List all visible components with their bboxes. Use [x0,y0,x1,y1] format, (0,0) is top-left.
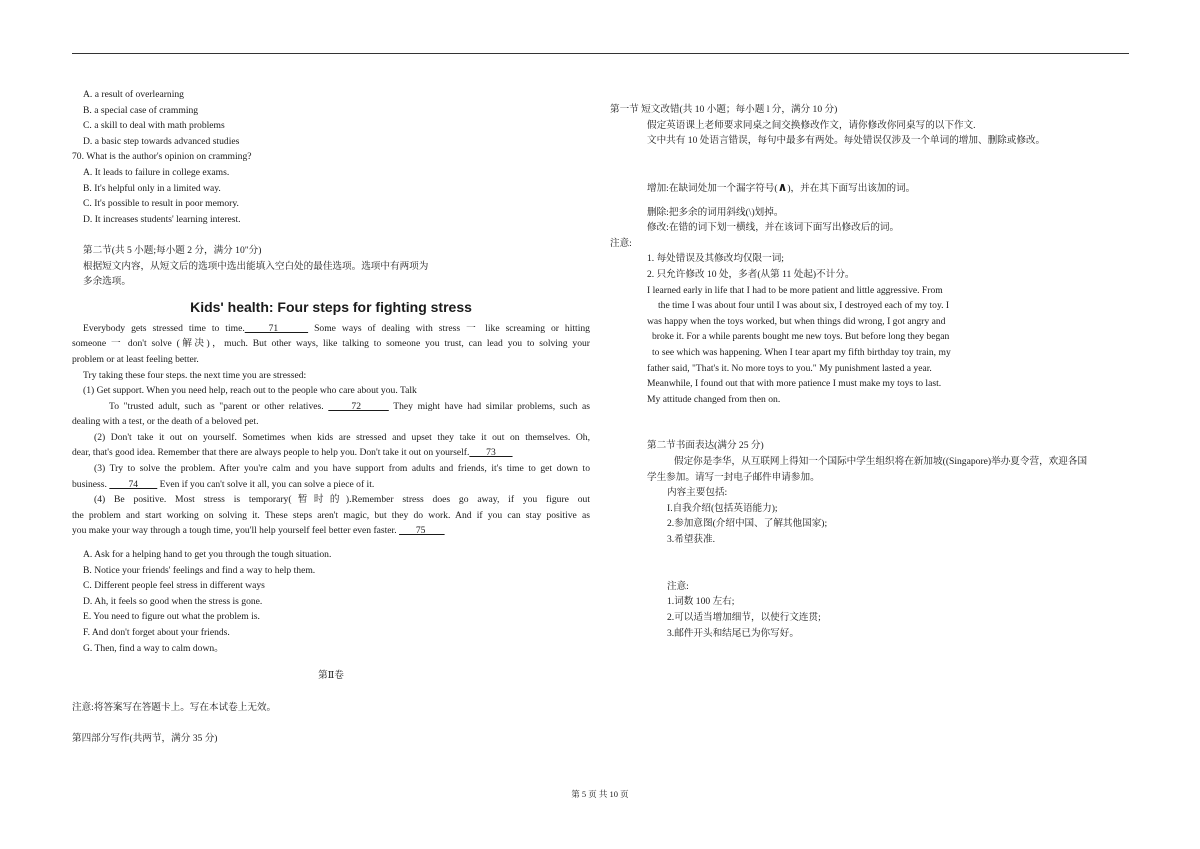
step2-line1: (2) Don't take it out on yourself. Sometimes when kids are stressed and upset they take it out on themselves. Oh, [94,431,590,443]
writing-heading: 第二节书面表达(满分 25 分) [647,440,764,452]
writing-note-1: 1.词数 100 左右; [667,596,735,608]
section2-instruction-line1: 根据短文内容，从短文后的选项中选出能填入空白处的最佳选项。选项中有两项为 [83,260,429,272]
modify-rule: 修改:在错的词下划一横线，并在该词下面写出修改后的词。 [647,222,900,234]
passage-p1-line1: Everybody gets stressed time to time. 71 Some ways of dealing with stress 一 like screaming or hitting [83,322,590,334]
error-correction-heading: 第一节 短文改错(共 10 小题；每小题 l 分，满分 10 分) [610,104,838,115]
passage-p2: Try taking these four steps. the next time you are stressed: [83,369,307,381]
essay-line-7: Meanwhile, I found out that with more patience I must make my toys to last. [647,378,942,390]
q69-option-c: C. a skill to deal with math problems [83,120,225,132]
step1-line1: (1) Get support. When you need help, reach out to the people who care about you. Talk [83,385,417,397]
step3-line1: (3) Try to solve the problem. After you're calm and you have support from adults and friends, it's time to get down to [94,463,590,475]
blank-75: 75 [399,525,445,537]
writing-note-3: 3.邮件开头和结尾已为你写好。 [667,627,799,639]
part2-title: 第Ⅱ卷 [318,670,344,682]
content-label: 内容主要包括: [667,487,728,499]
content-item-2: 2.参加意图(介绍中国、了解其他国家); [667,518,828,530]
content-item-1: I.自我介绍(包括英语能力); [667,502,778,514]
delete-rule: 删除:把多余的词用斜线(\)划掉。 [647,206,784,218]
essay-line-3: was happy when the toys worked, but when things did wrong, I got angry and [647,315,946,327]
essay-line-6: father said, "That's it. No more toys to you." My punishment lasted a year. [647,362,932,374]
step1-line2: To "trusted adult, such as "parent or other relatives. 72 They might have had similar problems, such as [109,400,590,412]
q70-option-b: B. It's helpful only in a limited way. [83,182,221,194]
choice-b: B. Notice your friends' feelings and find a way to help them. [83,564,316,576]
right-column [610,102,1130,641]
part2-note: 注意:将答案写在答题卡上。写在本试卷上无效。 [72,701,277,713]
step2-line2: dear, that's good idea. Remember that there are always people to help you. Don't take it out on yourself. 73 [72,447,513,459]
part4-heading: 第四部分写作(共两节，满分 35 分) [72,733,218,745]
choice-c: C. Different people feel stress in different ways [83,580,265,592]
essay-line-2: the time I was about four until I was about six, I destroyed each of my toy. I [658,300,950,312]
step4-line1: (4) Be positive. Most stress is temporary(暂时的).Remember stress does go away, if you figure out [94,494,590,506]
q70-stem: 70. What is the author's opinion on cramming? [72,151,252,163]
writing-note-2: 2.可以适当增加细节，以使行文连贯; [667,612,821,623]
choice-d: D. Ah, it feels so good when the stress is gone. [83,595,263,607]
section2-heading: 第二节(共 5 小题;每小题 2 分，满分 10"分) [83,244,262,256]
content-item-3: 3.希望获准. [667,534,715,546]
step4-line3: you make your way through a tough time, you'll help yourself feel better even faster. 75 [72,525,445,537]
essay-line-4: broke it. For a while parents bought me new toys. But before long they began [652,331,950,343]
q69-option-a: A. a result of overlearning [83,89,184,100]
writing-prompt-line1: 假定你是李华，从互联网上得知一个国际中学生组织将在新加坡((Singapore)举办夏令营，欢迎各国 [674,456,1088,468]
section2-instruction-line2: 多余选项。 [83,276,131,288]
q69-option-b: B. a special case of cramming [83,104,199,116]
blank-74: 74 [109,478,158,490]
blank-71: 71 [244,322,309,334]
essay-line-8: My attitude changed from then on. [647,393,781,405]
note-1: 1. 每处错误及其修改均仅限一词; [647,253,784,265]
caret-icon: ∧ [777,179,788,194]
choice-a: A. Ask for a helping hand to get you through the tough situation. [83,549,332,561]
step1-line3: dealing with a test, or the death of a beloved pet. [72,416,259,428]
q69-option-d: D. a basic step towards advanced studies [83,135,240,147]
header-rule [72,53,1129,54]
notes-label: 注意: [610,237,632,249]
passage-p1-line3: problem or at least feeling better. [72,353,199,365]
add-rule: 增加:在缺词处加一个漏字符号(∧)，并在其下面写出该加的词。 [647,179,916,194]
q70-option-a: A. It leads to failure in college exams. [83,166,230,178]
step3-line2: business. 74 Even if you can't solve it all, you can solve a piece of it. [72,478,375,490]
q70-option-c: C. It's possible to result in poor memory. [83,198,239,210]
writing-prompt-line2: 学生参加。请写一封电子邮件申请参加。 [647,471,820,483]
passage-title: Kids' health: Four steps for fighting stress [190,298,472,315]
choice-f: F. And don't forget about your friends. [83,627,230,638]
choice-e: E. You need to figure out what the problem is. [83,611,260,623]
blank-72: 72 [328,400,389,412]
q70-option-d: D. It increases students' learning interest. [83,213,241,225]
note-2: 2. 只允许修改 10 处，多者(从第 11 处起)不计分。 [647,268,855,280]
error-correction-instruction2: 文中共有 10 处语言错误，每句中最多有两处。每处错误仅涉及一个单词的增加、删除或修改。 [647,135,1046,147]
essay-line-1: I learned early in life that I had to be more patient and little aggressive. From [647,284,943,296]
writing-notes-label: 注意: [667,580,689,592]
page-footer: 第 5 页 共 10 页 [571,789,629,799]
left-column [72,87,590,747]
step4-line2: the problem and start working on solving it. These steps aren't magic, but they do work. And if you can stay positive as [72,509,590,521]
choice-g: G. Then, find a way to calm down。 [83,642,224,654]
error-correction-instruction1: 假定英语课上老师要求同桌之间交换修改作文，请你修改你同桌写的以下作文. [647,119,976,131]
passage-p1-line2: someone 一 don't solve (解决)，much. But other ways, like talking to someone you trust, can lead you to solving your [72,338,590,350]
essay-line-5: to see which was happening. When I tear apart my fifth birthday toy train, my [652,346,951,358]
blank-73: 73 [469,447,513,459]
